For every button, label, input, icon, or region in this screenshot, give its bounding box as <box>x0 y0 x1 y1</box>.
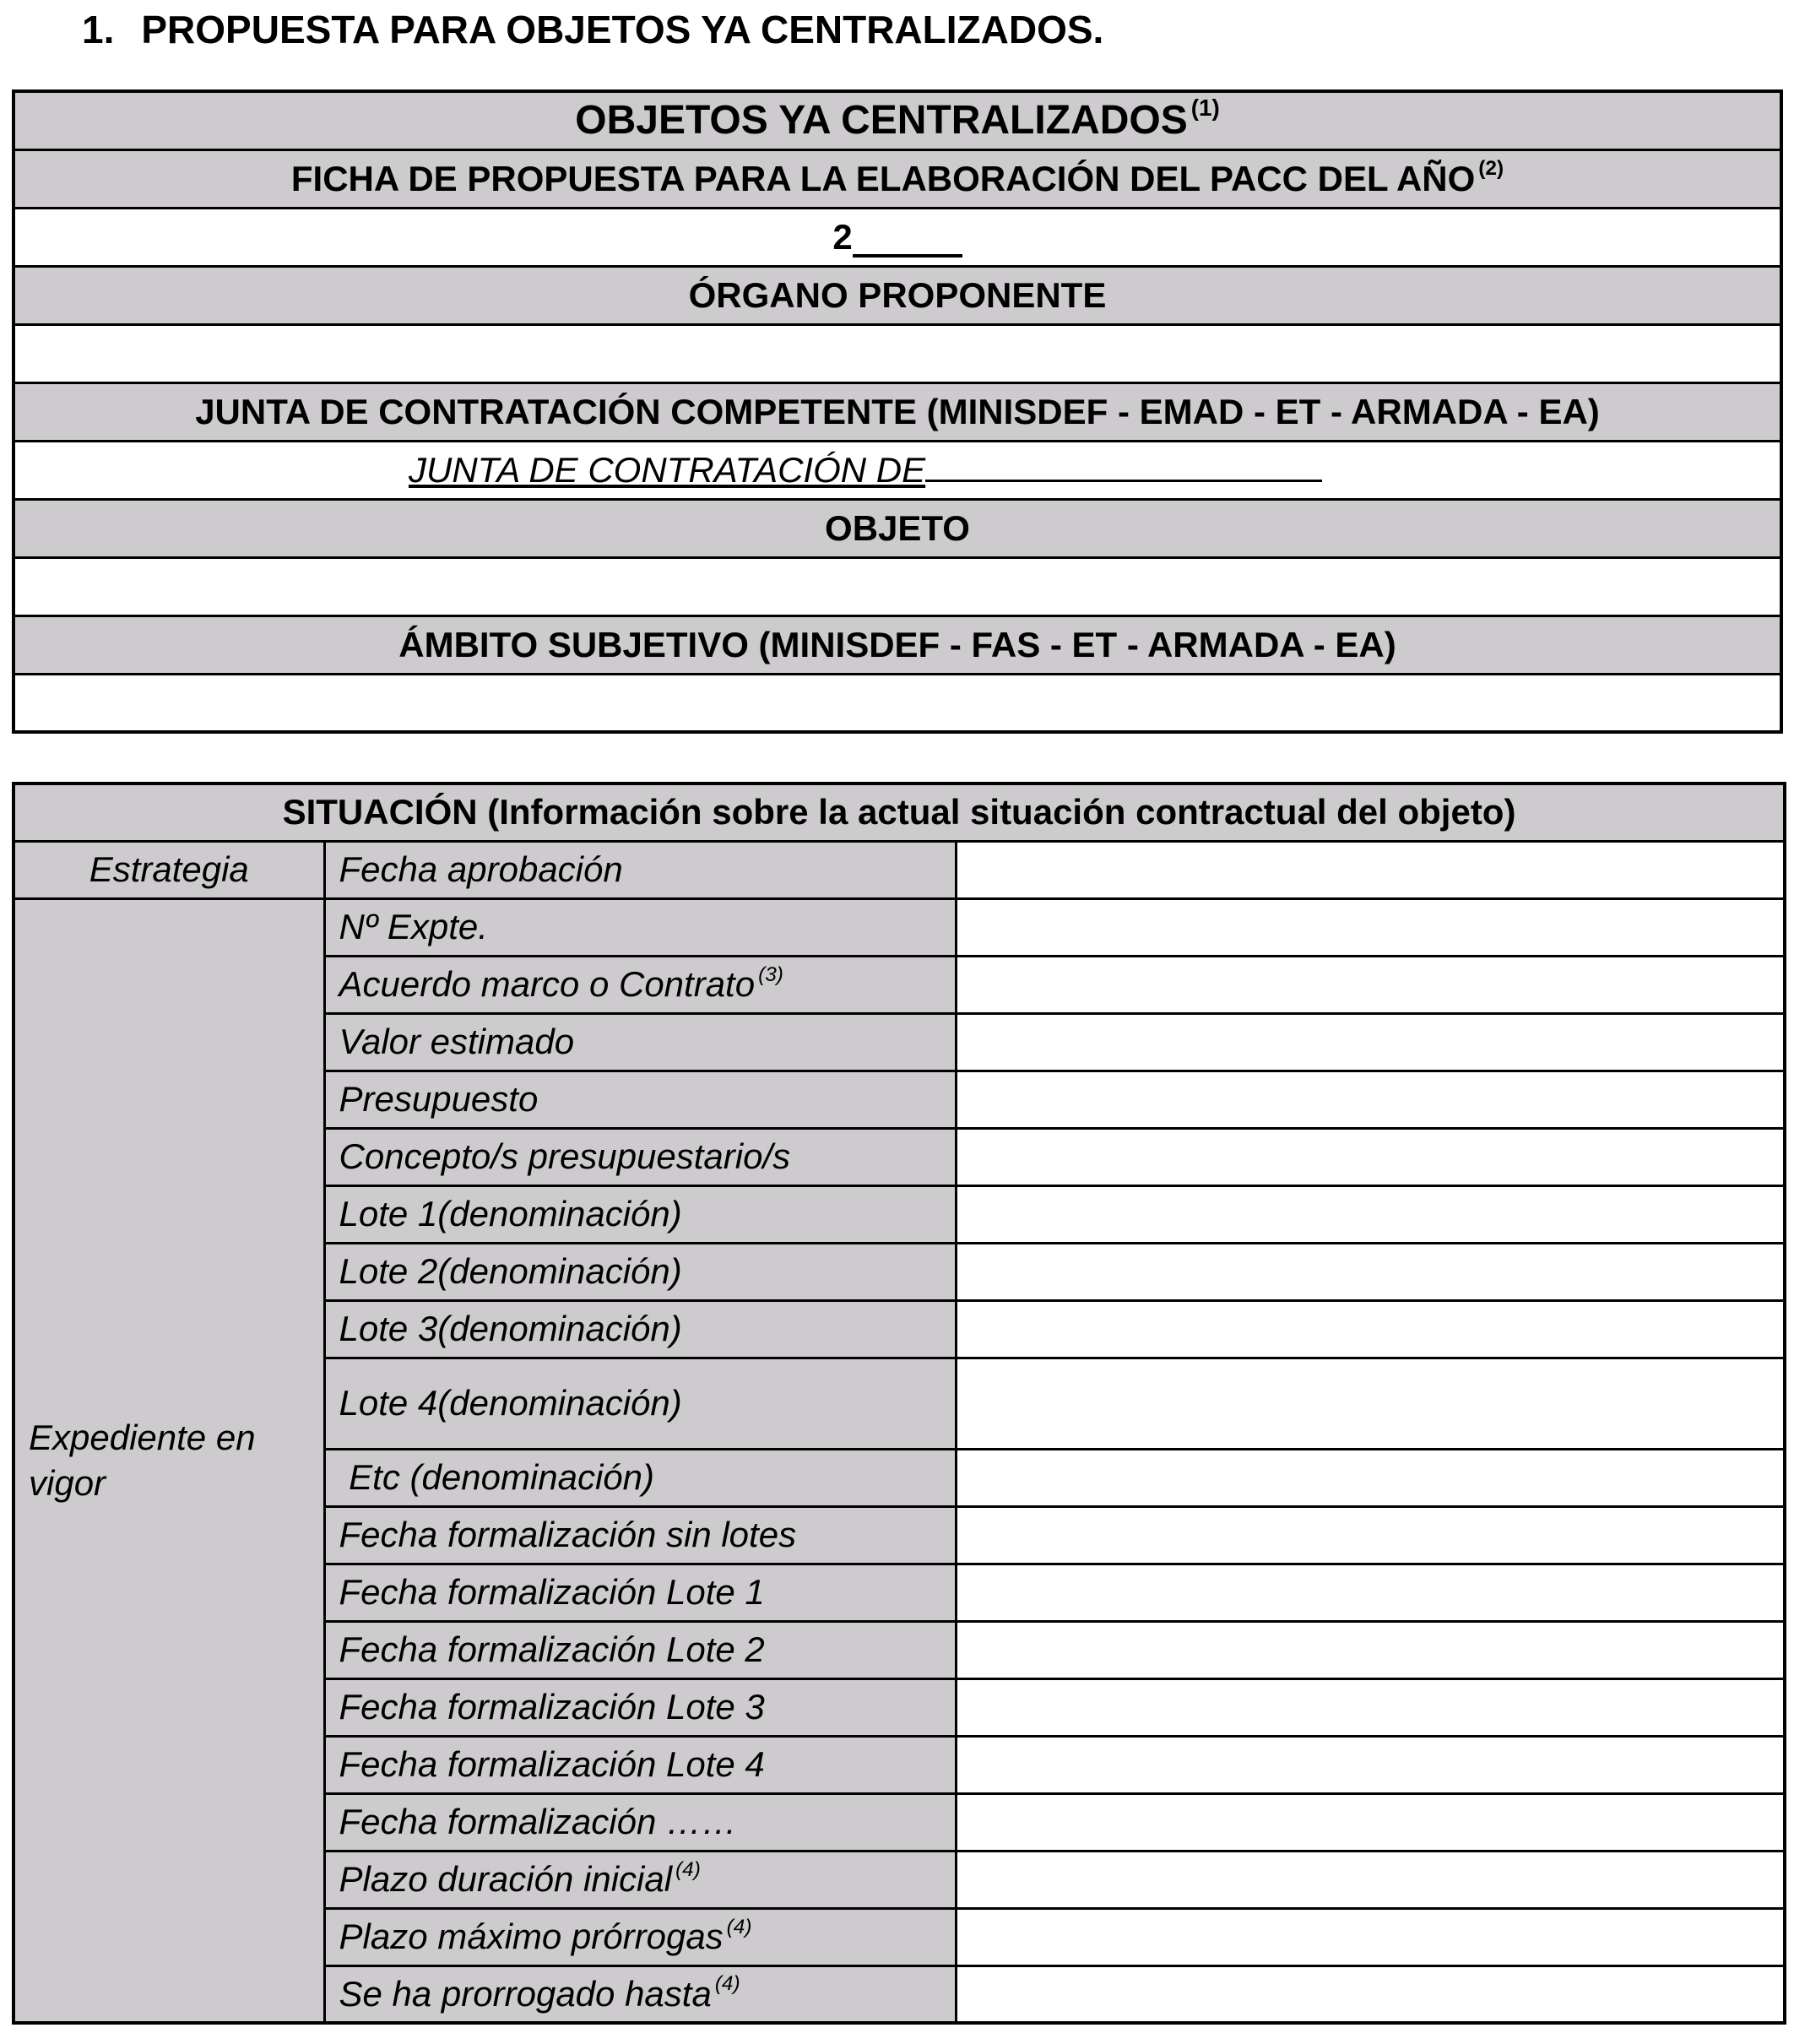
row-label: Fecha formalización Lote 2 <box>324 1621 956 1678</box>
row-label: Fecha formalización Lote 3 <box>324 1678 956 1736</box>
expediente-label: Expediente en vigor <box>14 898 324 2023</box>
organo-field[interactable] <box>14 324 1781 382</box>
ficha-label: FICHA DE PROPUESTA PARA LA ELABORACIÓN DEL PACC DEL AÑO <box>290 158 1476 198</box>
row-value-field[interactable] <box>956 1300 1785 1358</box>
year-blank[interactable] <box>853 224 962 258</box>
row-label: Nº Expte. <box>324 898 956 956</box>
row-label: Fecha formalización Lote 1 <box>324 1564 956 1621</box>
situation-table <box>12 782 1786 2025</box>
row-label: Lote 2(denominación) <box>324 1243 956 1300</box>
row-value-field[interactable] <box>956 1185 1785 1243</box>
year-prefix: 2 <box>832 216 853 257</box>
row-value-field[interactable] <box>956 1449 1785 1506</box>
row-value-field[interactable] <box>956 1243 1785 1300</box>
row-label: Presupuesto <box>324 1071 956 1128</box>
row-label: Se ha prorrogado hasta $^{(4)}$ <box>324 1965 956 2023</box>
row-label: Concepto/s presupuestario/s <box>324 1128 956 1185</box>
junta-header: JUNTA DE CONTRATACIÓN COMPETENTE (MINISDEF - EMAD - ET - ARMADA - EA) <box>14 382 1781 441</box>
row-value-field[interactable] <box>956 1128 1785 1185</box>
row-value-field[interactable] <box>956 1013 1785 1071</box>
row-value-field[interactable] <box>956 1071 1785 1128</box>
row-label: Fecha formalización Lote 4 <box>324 1736 956 1793</box>
row-label: Plazo duración inicial $^{(4)}$ <box>324 1851 956 1908</box>
ambito-field[interactable] <box>14 674 1781 732</box>
form-title: OBJETOS YA CENTRALIZADOS <box>575 98 1188 144</box>
row-label: Fecha formalización …… <box>324 1793 956 1851</box>
year-field[interactable] <box>14 208 1781 266</box>
junta-blank[interactable] <box>925 454 1322 482</box>
row-value-field[interactable] <box>956 1564 1785 1621</box>
section-number: 1. <box>82 8 115 52</box>
row-label: Fecha aprobación <box>324 841 956 898</box>
row-label: Valor estimado <box>324 1013 956 1071</box>
row-value-field[interactable] <box>956 841 1785 898</box>
form-title-cell <box>14 91 1781 149</box>
row-label: Etc (denominación) <box>324 1449 956 1506</box>
objeto-header: OBJETO <box>14 499 1781 557</box>
estrategia-label: Estrategia <box>14 841 324 898</box>
row-value-field[interactable] <box>956 1965 1785 2023</box>
centralized-objects-form <box>12 89 1783 734</box>
objeto-field[interactable] <box>14 557 1781 615</box>
row-value-field[interactable] <box>956 898 1785 956</box>
junta-field[interactable] <box>14 441 1781 499</box>
row-label: Plazo máximo prórrogas $^{(4)}$ <box>324 1908 956 1965</box>
row-value-field[interactable] <box>956 1851 1785 1908</box>
row-value-field[interactable] <box>956 1506 1785 1564</box>
row-value-field[interactable] <box>956 1736 1785 1793</box>
situacion-header: SITUACIÓN (Información sobre la actual situación contractual del objeto) <box>14 783 1785 841</box>
ambito-header: ÁMBITO SUBJETIVO (MINISDEF - FAS - ET - ARMADA - EA) <box>14 615 1781 674</box>
ficha-cell <box>14 149 1781 208</box>
row-label: Lote 3(denominación) <box>324 1300 956 1358</box>
row-value-field[interactable] <box>956 1908 1785 1965</box>
row-value-field[interactable] <box>956 1678 1785 1736</box>
junta-value: JUNTA DE CONTRATACIÓN DE <box>409 449 926 490</box>
organo-header: ÓRGANO PROPONENTE <box>14 266 1781 324</box>
row-label: Lote 1(denominación) <box>324 1185 956 1243</box>
row-value-field[interactable] <box>956 1793 1785 1851</box>
row-value-field[interactable] <box>956 1621 1785 1678</box>
row-value-field[interactable] <box>956 1358 1785 1449</box>
row-label: Acuerdo marco o Contrato $^{(3)}$ <box>324 956 956 1013</box>
section-title: PROPUESTA PARA OBJETOS YA CENTRALIZADOS. <box>141 8 1104 52</box>
row-value-field[interactable] <box>956 956 1785 1013</box>
ficha-note: (2) <box>1478 157 1504 181</box>
row-label: Fecha formalización sin lotes <box>324 1506 956 1564</box>
form-title-note: (1) <box>1190 95 1220 122</box>
section-heading <box>82 7 1103 52</box>
row-label: Lote 4(denominación) <box>324 1358 956 1449</box>
